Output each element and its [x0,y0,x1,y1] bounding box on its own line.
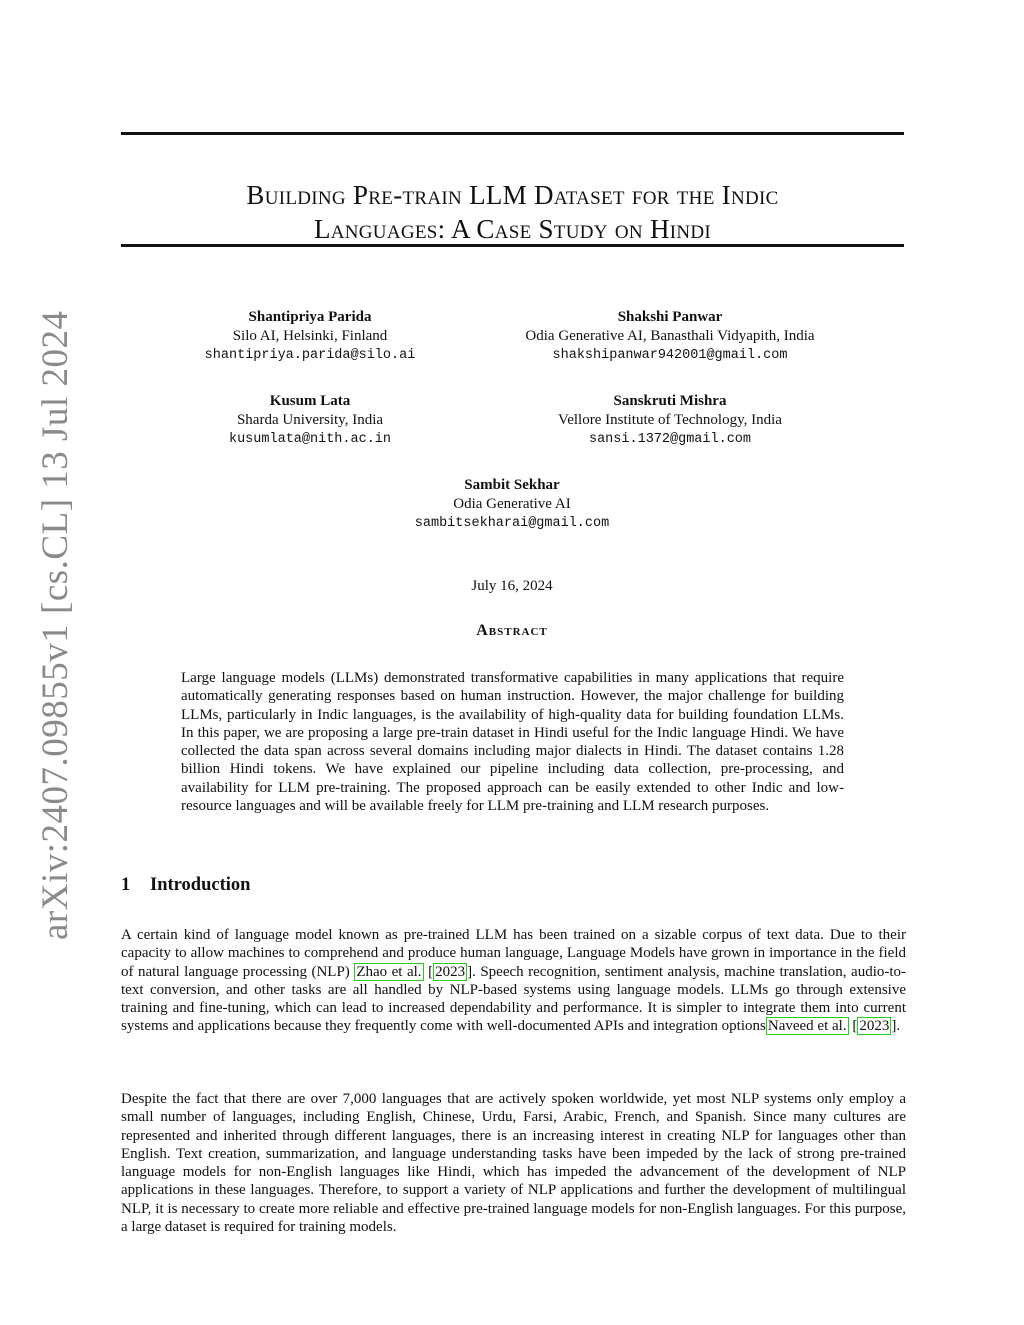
section-number: 1 [121,875,131,895]
title-rule-bottom [121,244,904,247]
author-name: Sambit Sekhar [464,477,560,493]
title-line-1: Building Pre-train LLM Dataset for the Indic [246,180,779,211]
author-email[interactable]: kusumlata@nith.ac.in [228,432,392,447]
author-affiliation: Silo AI, Helsinki, Finland [232,328,388,344]
author-affiliation: Odia Generative AI, Banasthali Vidyapith, India [525,328,815,344]
author-affiliation: Sharda University, India [236,412,384,428]
author-block [362,476,662,533]
paper-date: July 16, 2024 [471,578,553,594]
paragraph-text: . [896,1018,901,1035]
author-block [180,392,440,449]
paragraph-text: A certain kind of language model known as pre-trained LLM has been trained on a sizable corpus of text data. Due to their capacity to allow machines to comprehend and produce human language, Language Models have grown in importance in the field of natural language processing (NLP) [121,927,906,980]
author-name: Shakshi Panwar [617,309,723,325]
author-block [480,392,860,449]
author-name: Sanskruti Mishra [613,393,727,409]
author-affiliation: Odia Generative AI [453,496,571,512]
paragraph-text: . Speech recognition, sentiment analysis, machine translation, audio-to-text conversion, and other tasks are all handled by NLP-based systems using language models. LLMs go through extensive training and fine-tuning, which can lead to increased dependability and performance. It is simpler to integrate them into current systems and applications because they frequently come with well-documented APIs and integration options [121,963,907,1035]
title-line-2: Languages: A Case Study on Hindi [313,214,712,245]
intro-paragraph-1: A certain kind of language model known as pre-trained LLM has been trained on a sizable corpus of text data. Due to their capacity to allow machines to comprehend and produce human language, Language Models have grown in importance in the field of natural language processing (NLP) Zhao et al. [ 2023 ]. Speech recognition, sentiment analysis, machine translation, audio-to-text conversion, and other tasks are all handled by NLP-based systems using language models. LLMs go through extensive training and fine-tuning, which can lead to increased dependability and performance. It is simpler to integrate them into current systems and applications because they frequently come with well-documented APIs and integration options Naveed et al. [ 2023 ]. [121,927,907,1035]
abstract-text: Large language models (LLMs) demonstrated transformative capabilities in many applications that require automatically generating responses based on human instruction. However, the major challenge for building LLMs, particularly in Indic languages, is the availability of high-quality data for building foundation LLMs. In this paper, we are proposing a large pre-train dataset in Hindi useful for the Indic language Hindi. We have collected the data span across several domains including major dialects in Hindi. The dataset contains 1.28 billion Hindi tokens. We have explained our pipeline including data collection, pre-processing, and availability for LLM pre-training. The proposed approach can be easily extended to other Indic and low-resource languages and will be available freely for LLM pre-training and LLM research purposes. [181,670,844,815]
author-name: Kusum Lata [269,393,351,409]
paper-title [121,178,904,246]
author-email[interactable]: sansi.1372@gmail.com [588,432,752,447]
citation-link[interactable]: Naveed et al. [767,1018,847,1035]
arxiv-identifier: arXiv:2407.09855v1 [cs.CL] 13 Jul 2024 [35,310,76,940]
section-heading [121,875,250,896]
author-affiliation: Vellore Institute of Technology, India [558,412,782,428]
author-email[interactable]: shakshipanwar942001@gmail.com [552,348,788,363]
author-block [480,308,860,365]
intro-paragraph-2: Despite the fact that there are over 7,000 languages that are actively spoken worldwide, yet most NLP systems only employ a small number of languages, including English, Chinese, Urdu, Farsi, Arabic, French, and Spanish. Since many cultures are represented and inherited through different languages, there is an increasing interest in creating NLP for languages other than English. Text creation, summarization, and language understanding tasks have been impeded by the lack of strong pre-trained language models for non-English languages like Hindi, which has impeded the advancement of the development of NLP applications in these languages. Therefore, to support a variety of NLP applications and further the development of multilingual NLP, it is necessary to create more reliable and effective pre-trained language models for non-English languages. For this purpose, a large dataset is required for training models. [121,1091,906,1236]
title-rule-top [121,132,904,135]
author-name: Shantipriya Parida [248,309,372,325]
abstract-heading: Abstract [476,622,548,639]
citation-year-link[interactable]: 2023 [859,1018,890,1035]
author-email[interactable]: shantipriya.parida@silo.ai [204,348,416,363]
citation-year-link[interactable]: 2023 [435,963,466,980]
section-title: Introduction [150,875,251,895]
citation-link[interactable]: Zhao et al. [356,963,422,980]
author-email[interactable]: sambitsekharai@gmail.com [414,516,610,531]
author-block [180,308,440,365]
